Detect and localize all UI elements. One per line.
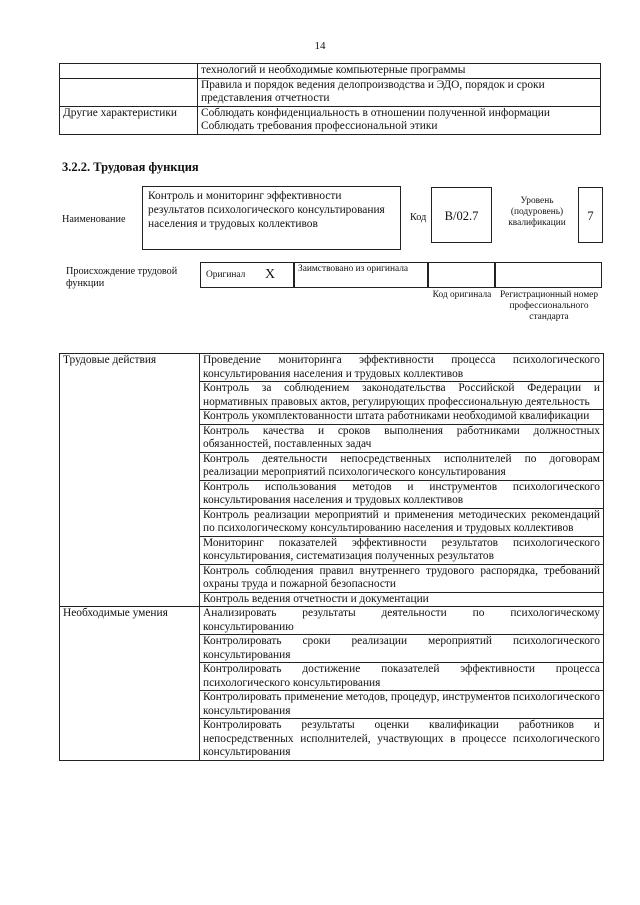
other-characteristics-label: Другие характеристики	[60, 106, 198, 134]
skill-item: Контролировать результаты оценки квалификации работников и непосредственных исполнителей, участвующих в процессе психологического консультирования	[200, 719, 604, 761]
labor-action-item: Мониторинг показателей эффективности результатов психологического консультирования, систематизация полученных результатов	[200, 536, 604, 564]
characteristics-table	[59, 63, 601, 135]
table-row	[60, 78, 601, 106]
cell-line: Соблюдать конфиденциальность в отношении полученной информации	[201, 106, 550, 119]
labor-action-item: Контроль ведения отчетности и документации	[200, 592, 604, 607]
table-row	[60, 106, 601, 134]
cell-line: Правила и порядок ведения делопроизводства и ЭДО, порядок и сроки	[201, 78, 545, 91]
table-row	[60, 607, 604, 635]
cell-line: представления отчетности	[201, 92, 330, 104]
borrowed-box: Заимствовано из оригинала	[294, 262, 428, 288]
section-title: 3.2.2. Трудовая функция	[62, 160, 199, 174]
function-name-box: Контроль и мониторинг эффективности результатов психологического консультирования населения и трудовых коллективов	[142, 186, 401, 250]
registration-caption: Регистрационный номер профессионального стандарта	[499, 290, 599, 322]
labor-action-item: Контроль реализации мероприятий и применения методических рекомендаций по психологическому консультированию населения и трудовых коллективов	[200, 508, 604, 536]
labor-action-item: Контроль деятельности непосредственных исполнителей по договорам реализации мероприятий психологического консультирования	[200, 452, 604, 480]
level-value-box: 7	[578, 187, 603, 243]
table-cell	[60, 78, 198, 106]
original-label: Оригинал	[206, 270, 246, 280]
page-number: 14	[314, 40, 326, 52]
labor-action-item: Контроль за соблюдением законодательства Российской Федерации и нормативных правовых актов, регулирующих профессиональную деятельность	[200, 382, 604, 410]
skills-label: Необходимые умения	[60, 607, 200, 761]
table-cell: технологий и необходимые компьютерные программы	[198, 64, 601, 79]
table-row	[60, 64, 601, 79]
registration-number-box	[495, 262, 602, 288]
table-cell	[198, 78, 601, 106]
labor-action-item: Контроль качества и сроков выполнения работниками должностных обязанностей, поставленных задач	[200, 424, 604, 452]
level-label: Уровень (подуровень) квалификации	[508, 196, 566, 228]
skill-item: Анализировать результаты деятельности по психологическому консультированию	[200, 607, 604, 635]
labor-function-table	[59, 353, 604, 761]
skill-item: Контролировать сроки реализации мероприятий психологического консультирования	[200, 635, 604, 663]
labor-action-item: Проведение мониторинга эффективности процесса психологического консультирования населения и трудовых коллективов	[200, 354, 604, 382]
code-original-box	[428, 262, 495, 288]
table-cell	[198, 106, 601, 134]
skill-item: Контролировать достижение показателей эффективности процесса психологического консультирования	[200, 663, 604, 691]
name-label: Наименование	[62, 214, 126, 225]
cell-line: Соблюдать требования профессиональной этики	[201, 120, 438, 132]
code-value-box: B/02.7	[431, 187, 492, 243]
table-row	[60, 354, 604, 382]
labor-action-item: Контроль укомплектованности штата работниками необходимой квалификации	[200, 410, 604, 425]
original-mark: X	[265, 267, 276, 282]
skill-item: Контролировать применение методов, процедур, инструментов психологического консультирования	[200, 691, 604, 719]
code-label: Код	[410, 212, 427, 223]
labor-action-item: Контроль соблюдения правил внутреннего трудового распорядка, требований охраны труда и пожарной безопасности	[200, 564, 604, 592]
original-box	[200, 262, 294, 288]
code-original-caption: Код оригинала	[432, 290, 492, 300]
labor-action-item: Контроль использования методов и инструментов психологического консультирования населения и трудовых коллективов	[200, 480, 604, 508]
labor-actions-label: Трудовые действия	[60, 354, 200, 607]
table-cell	[60, 64, 198, 79]
origin-label: Происхождение трудовой функции	[66, 266, 178, 289]
